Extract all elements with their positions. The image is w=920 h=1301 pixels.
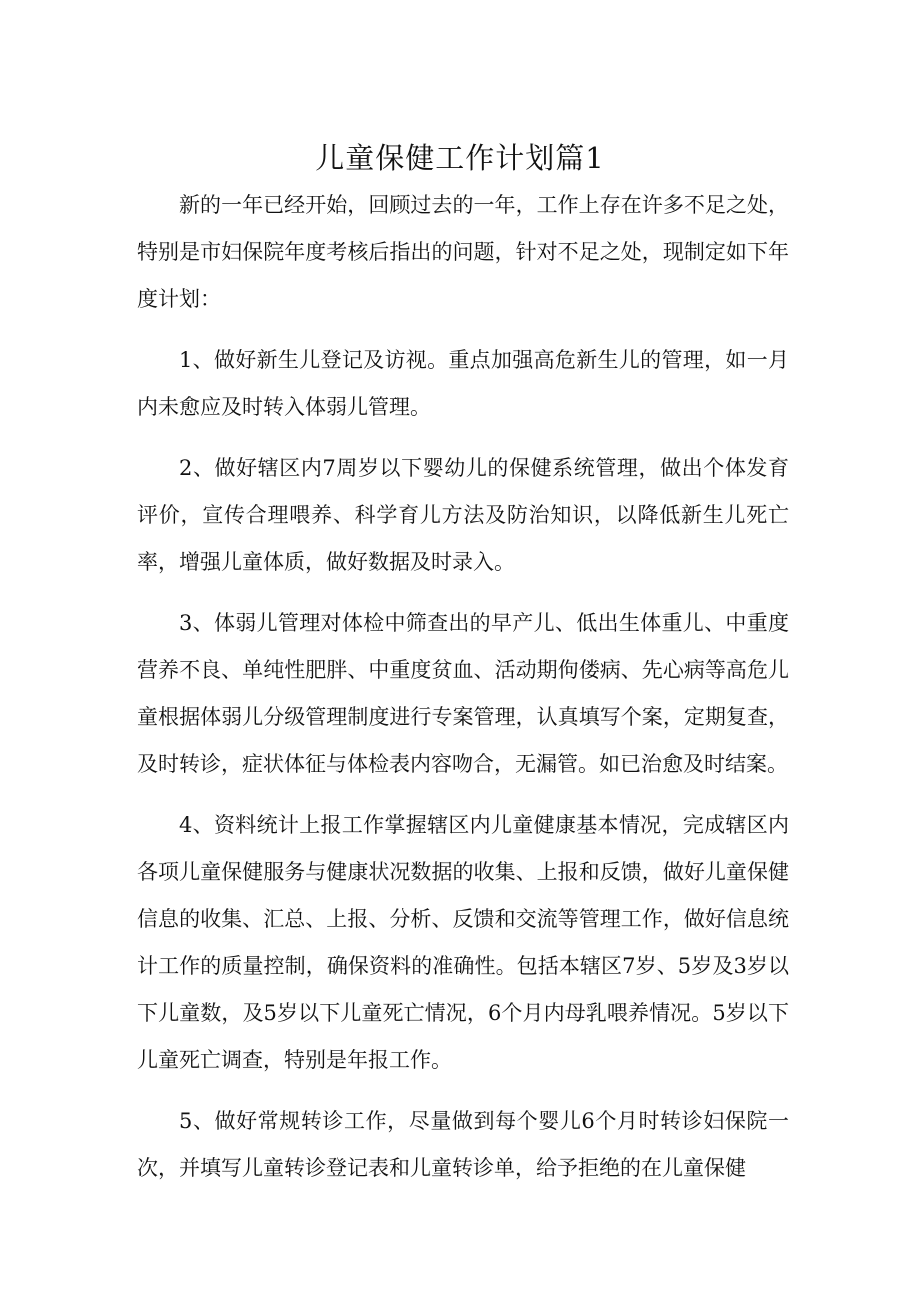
plan-item-5: 5、做好常规转诊工作，尽量做到每个婴儿6个月时转诊妇保院一次，并填写儿童转诊登记表和儿童转诊单，给予拒绝的在儿童保健 [137,1109,789,1180]
plan-item-2: 2、做好辖区内7周岁以下婴幼儿的保健系统管理，做出个体发育评价，宣传合理喂养、科学育儿方法及防治知识，以降低新生儿死亡率，增强儿童体质，做好数据及时录入。 [137,456,789,574]
document-title: 儿童保健工作计划篇1 [315,141,605,175]
plan-item-4: 4、资料统计上报工作掌握辖区内儿童健康基本情况，完成辖区内各项儿童保健服务与健康状况数据的收集、上报和反馈，做好儿童保健信息的收集、汇总、上报、分析、反馈和交流等管理工作，做好信息统计工作的质量控制，确保资料的准确性。包括本辖区7岁、5岁及3岁以下儿童数，及5岁以下儿童死亡情况，6个月内母乳喂养情况。5岁以下儿童死亡调查，特别是年报工作。 [137,813,789,1072]
intro-paragraph: 新的一年已经开始，回顾过去的一年，工作上存在许多不足之处，特别是市妇保院年度考核后指出的问题，针对不足之处，现制定如下年度计划： [137,193,789,311]
plan-item-1: 1、做好新生儿登记及访视。重点加强高危新生儿的管理，如一月内未愈应及时转入体弱儿管理。 [137,348,789,419]
document-body [137,182,789,1192]
plan-item-3: 3、体弱儿管理对体检中筛查出的早产儿、低出生体重儿、中重度营养不良、单纯性肥胖、中重度贫血、活动期佝偻病、先心病等高危儿童根据体弱儿分级管理制度进行专案管理，认真填写个案，定期复查，及时转诊，症状体征与体检表内容吻合，无漏管。如已治愈及时结案。 [137,611,789,776]
